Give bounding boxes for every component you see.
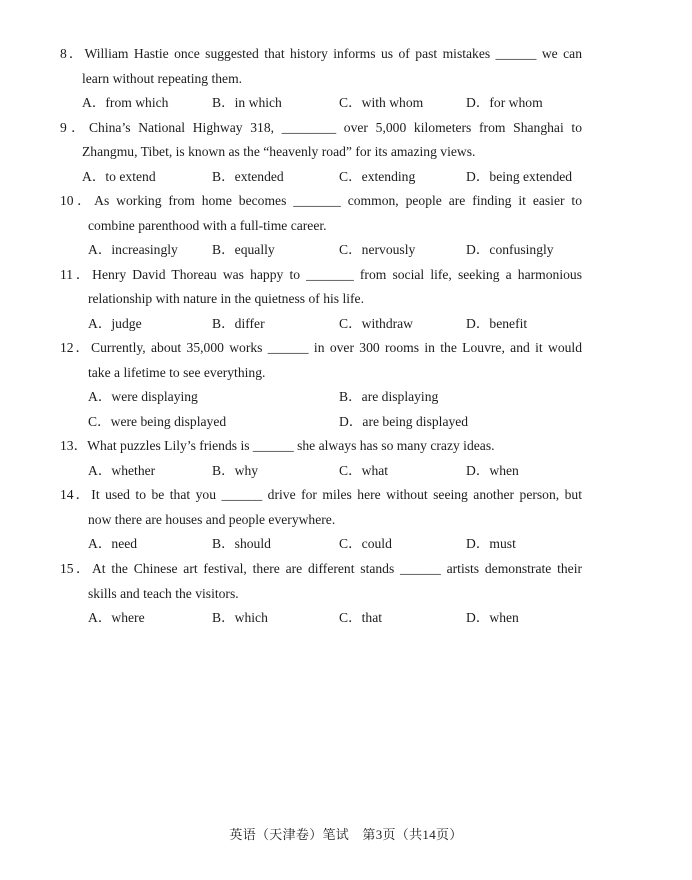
option-c[interactable]: C．with whom [339,95,424,110]
option-d[interactable]: D．when [466,462,519,478]
question-10 [60,189,582,263]
option-c[interactable]: C．were being displayed [88,413,227,429]
question-15 [60,557,582,631]
option-d[interactable]: D．confusingly [466,242,554,257]
question-9 [60,116,582,190]
option-d[interactable]: D．when [466,610,519,625]
option-b[interactable]: B．extended [212,168,284,184]
options-row [60,165,582,190]
option-d[interactable]: D．are being displayed [339,413,469,429]
question-11 [60,263,582,337]
option-b[interactable]: B．which [212,610,268,625]
option-a[interactable]: A．whether [88,462,156,478]
question-stem-line: 11．Henry David Thoreau was happy to _______ from social life, seeking a harmonious [60,266,582,282]
option-a[interactable]: A．judge [88,315,142,331]
options-row [60,459,582,484]
options-row [60,312,582,337]
option-a[interactable]: A．where [88,610,145,625]
question-stem-line: 12．Currently, about 35,000 works ______ in over 300 rooms in the Louvre, and it would [60,340,582,355]
question-13 [60,434,582,483]
options-row [60,410,582,435]
options-row [60,532,582,557]
option-b[interactable]: B．differ [212,315,265,331]
option-c[interactable]: C．extending [339,168,416,184]
page-footer: 英语（天津卷）笔试 第3页（共14页） [229,827,463,842]
options-row [60,91,582,116]
option-b[interactable]: B．in which [212,95,282,110]
option-c[interactable]: C．nervously [339,242,416,257]
question-stem-line: combine parenthood with a full-time career. [88,217,327,233]
question-stem-line: skills and teach the visitors. [88,585,239,601]
option-b[interactable]: B．equally [212,242,275,257]
options-row [60,238,582,263]
question-stem-line: 9．China’s National Highway 318, ________ over 5,000 kilometers from Shanghai to [60,119,582,135]
option-b[interactable]: B．are displaying [339,389,439,404]
option-d[interactable]: D．benefit [466,315,528,331]
option-c[interactable]: C．that [339,610,383,625]
question-12 [60,336,582,434]
option-c[interactable]: C．what [339,462,389,478]
option-b[interactable]: B．why [212,462,259,478]
question-stem-line: now there are houses and people everywhere. [88,511,336,527]
option-a[interactable]: A．increasingly [88,242,178,257]
option-a[interactable]: A．from which [82,95,169,110]
question-8 [60,42,582,116]
options-row [60,606,582,631]
option-c[interactable]: C．could [339,536,392,551]
option-b[interactable]: B．should [212,536,271,551]
question-stem-line: 14．It used to be that you ______ drive for miles here without seeing another person, but [60,487,582,502]
option-a[interactable]: A．to extend [82,168,156,184]
question-stem-line: 13．What puzzles Lily’s friends is ______ she always has so many crazy ideas. [60,438,495,453]
question-stem-line: 15．At the Chinese art festival, there are different stands ______ artists demonstrate their [60,561,582,576]
question-stem-line: relationship with nature in the quietness of his life. [88,291,364,306]
option-d[interactable]: D．must [466,536,516,551]
option-c[interactable]: C．withdraw [339,315,414,331]
question-stem-line: take a lifetime to see everything. [88,364,266,380]
option-a[interactable]: A．need [88,536,138,551]
question-stem-line: 10．As working from home becomes _______ common, people are finding it easier to [60,193,582,208]
question-stem-line: learn without repeating them. [82,70,243,86]
question-14 [60,483,582,557]
question-stem-line: 8．William Hastie once suggested that history informs us of past mistakes ______ we can [60,46,582,61]
option-d[interactable]: D．being extended [466,168,573,184]
question-stem-line: Zhangmu, Tibet, is known as the “heavenly road” for its amazing views. [82,144,476,159]
option-a[interactable]: A．were displaying [88,389,198,404]
options-row [60,385,582,410]
option-d[interactable]: D．for whom [466,95,543,110]
